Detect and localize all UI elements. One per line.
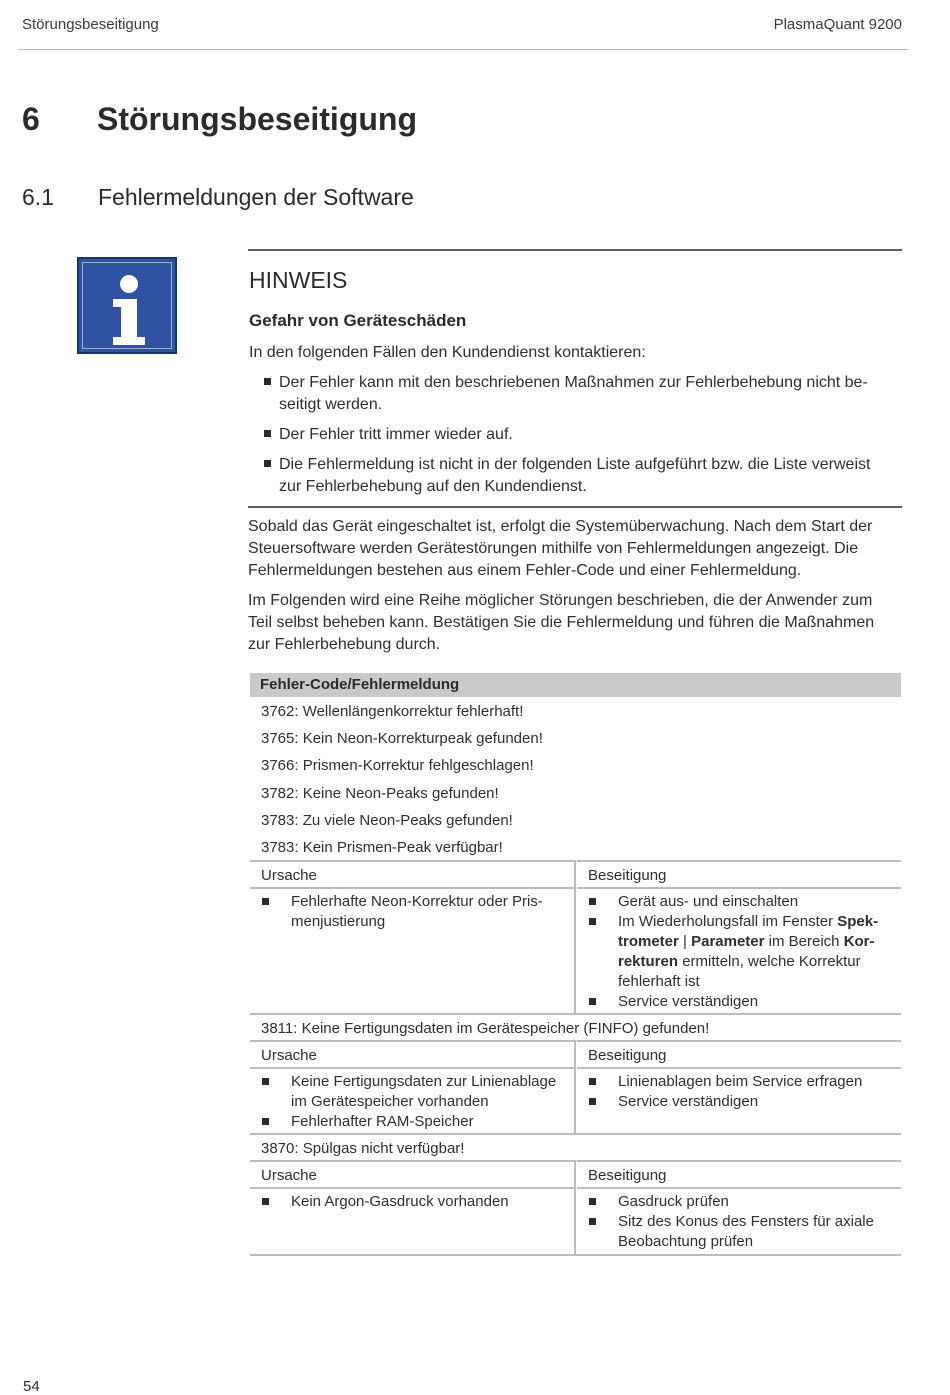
- fix-1-2-line-4: fehlerhaft ist: [618, 973, 700, 990]
- paragraph-1-line-3: Fehlermeldungen bestehen aus einem Fehler-Code und einer Fehlermeldung.: [248, 562, 802, 579]
- table-rule: [250, 1133, 901, 1135]
- running-header-left: Störungsbeseitigung: [22, 16, 159, 33]
- section-title: Fehlermeldungen der Software: [98, 184, 414, 210]
- fix-2-2: Service verständigen: [618, 1093, 759, 1110]
- bullet-icon: [589, 1098, 596, 1105]
- table-rule: [250, 1040, 574, 1042]
- table-rule: [250, 1013, 901, 1015]
- notice-item-2: Der Fehler tritt immer wieder auf.: [279, 426, 513, 443]
- paragraph-2-line-3: zur Fehlerbehebung durch.: [248, 636, 441, 653]
- cause-label: Ursache: [261, 1047, 317, 1064]
- bullet-icon: [589, 1218, 596, 1225]
- table-rule: [577, 887, 901, 889]
- table-rule: [250, 1187, 574, 1189]
- fix-1-2-line-2: trometer | Parameter im Bereich Kor-: [618, 933, 875, 950]
- fix-1-1: Gerät aus- und einschalten: [618, 893, 799, 910]
- error-code-3783-b: 3783: Kein Prismen-Peak verfügbar!: [261, 839, 503, 856]
- table-rule: [577, 860, 901, 862]
- table-rule: [250, 1160, 574, 1162]
- bullet-icon: [589, 998, 596, 1005]
- bullet-icon: [589, 1198, 596, 1205]
- cause-1-line-2: menjustierung: [291, 913, 386, 930]
- bullet-icon: [589, 1078, 596, 1085]
- notice-item-1-line-1: Der Fehler kann mit den beschriebenen Maßnahmen zur Fehlerbehebung nicht be-: [279, 374, 868, 391]
- table-rule: [577, 1160, 901, 1162]
- cause-2-2: Fehlerhafter RAM-Speicher: [291, 1113, 474, 1130]
- error-code-3783-a: 3783: Zu viele Neon-Peaks gefunden!: [261, 812, 513, 829]
- fix-3-2-line-1: Sitz des Konus des Fensters für axiale: [618, 1213, 874, 1230]
- table-rule: [250, 860, 574, 862]
- page-number: 54: [23, 1378, 40, 1395]
- cause-2-1-line-1: Keine Fertigungsdaten zur Linienablage: [291, 1073, 557, 1090]
- error-code-3782: 3782: Keine Neon-Peaks gefunden!: [261, 785, 499, 802]
- table-column-divider: [574, 860, 576, 1015]
- bullet-icon: [589, 898, 596, 905]
- header-divider: [18, 49, 908, 50]
- error-code-3811: 3811: Keine Fertigungsdaten im Gerätespeicher (FINFO) gefunden!: [261, 1020, 710, 1037]
- bullet-icon: [262, 898, 269, 905]
- fix-label: Beseitigung: [588, 1167, 667, 1184]
- fix-2-1: Linienablagen beim Service erfragen: [618, 1073, 863, 1090]
- cause-2-1-line-2: im Gerätespeicher vorhanden: [291, 1093, 489, 1110]
- notice-top-rule: [248, 249, 902, 251]
- table-rule: [250, 887, 574, 889]
- paragraph-1-line-2: Steuersoftware werden Gerätestörungen mithilfe von Fehlermeldungen angezeigt. Die: [248, 540, 859, 557]
- notice-item-3-line-1: Die Fehlermeldung ist nicht in der folgenden Liste aufgeführt bzw. die Liste verweist: [279, 456, 871, 473]
- bullet-icon: [262, 1118, 269, 1125]
- cause-1-line-1: Fehlerhafte Neon-Korrektur oder Pris-: [291, 893, 543, 910]
- paragraph-2-line-1: Im Folgenden wird eine Reihe möglicher Störungen beschrieben, die der Anwender zum: [248, 592, 873, 609]
- table-column-divider: [574, 1040, 576, 1135]
- table-rule: [577, 1187, 901, 1189]
- fix-1-3: Service verständigen: [618, 993, 759, 1010]
- paragraph-2-line-2: Teil selbst beheben kann. Bestätigen Sie die Fehlermeldung und führen die Maßnahmen: [248, 614, 875, 631]
- bullet-icon: [264, 460, 271, 467]
- chapter-number: 6: [22, 101, 40, 137]
- notice-bottom-rule: [248, 506, 902, 508]
- table-rule: [577, 1067, 901, 1069]
- table-rule: [577, 1040, 901, 1042]
- fix-label: Beseitigung: [588, 867, 667, 884]
- cause-3-1: Kein Argon-Gasdruck vorhanden: [291, 1193, 509, 1210]
- table-rule: [250, 1067, 574, 1069]
- table-column-divider: [574, 1160, 576, 1256]
- error-code-3870: 3870: Spülgas nicht verfügbar!: [261, 1140, 465, 1157]
- notice-intro: In den folgenden Fällen den Kundendienst kontaktieren:: [249, 344, 646, 361]
- fix-label: Beseitigung: [588, 1047, 667, 1064]
- fix-3-2-line-2: Beobachtung prüfen: [618, 1233, 754, 1250]
- table-header-label: Fehler-Code/Fehlermeldung: [260, 676, 460, 693]
- fix-3-1: Gasdruck prüfen: [618, 1193, 729, 1210]
- notice-item-3-line-2: zur Fehlerbehebung auf den Kundendienst.: [279, 478, 587, 495]
- bullet-icon: [264, 430, 271, 437]
- table-header: [250, 673, 901, 697]
- info-icon: [77, 257, 177, 354]
- bullet-icon: [264, 378, 271, 385]
- bullet-icon: [589, 918, 596, 925]
- running-header-right: PlasmaQuant 9200: [773, 16, 902, 33]
- fix-1-2-line-3: rekturen ermitteln, welche Korrektur: [618, 953, 861, 970]
- notice-item-1-line-2: seitigt werden.: [279, 396, 383, 413]
- bullet-icon: [262, 1198, 269, 1205]
- fix-1-2-line-1: Im Wiederholungsfall im Fenster Spek-: [618, 913, 879, 930]
- error-code-3765: 3765: Kein Neon-Korrekturpeak gefunden!: [261, 730, 543, 747]
- error-code-3762: 3762: Wellenlängenkorrektur fehlerhaft!: [261, 703, 524, 720]
- notice-subtitle: Gefahr von Geräteschäden: [249, 311, 467, 330]
- error-code-3766: 3766: Prismen-Korrektur fehlgeschlagen!: [261, 757, 534, 774]
- paragraph-1-line-1: Sobald das Gerät eingeschaltet ist, erfolgt die Systemüberwachung. Nach dem Start der: [248, 518, 873, 535]
- cause-label: Ursache: [261, 1167, 317, 1184]
- cause-label: Ursache: [261, 867, 317, 884]
- table-bottom-rule: [250, 1254, 901, 1256]
- notice-title: HINWEIS: [249, 267, 348, 293]
- section-number: 6.1: [22, 184, 54, 210]
- bullet-icon: [262, 1078, 269, 1085]
- chapter-title: Störungsbeseitigung: [97, 101, 417, 137]
